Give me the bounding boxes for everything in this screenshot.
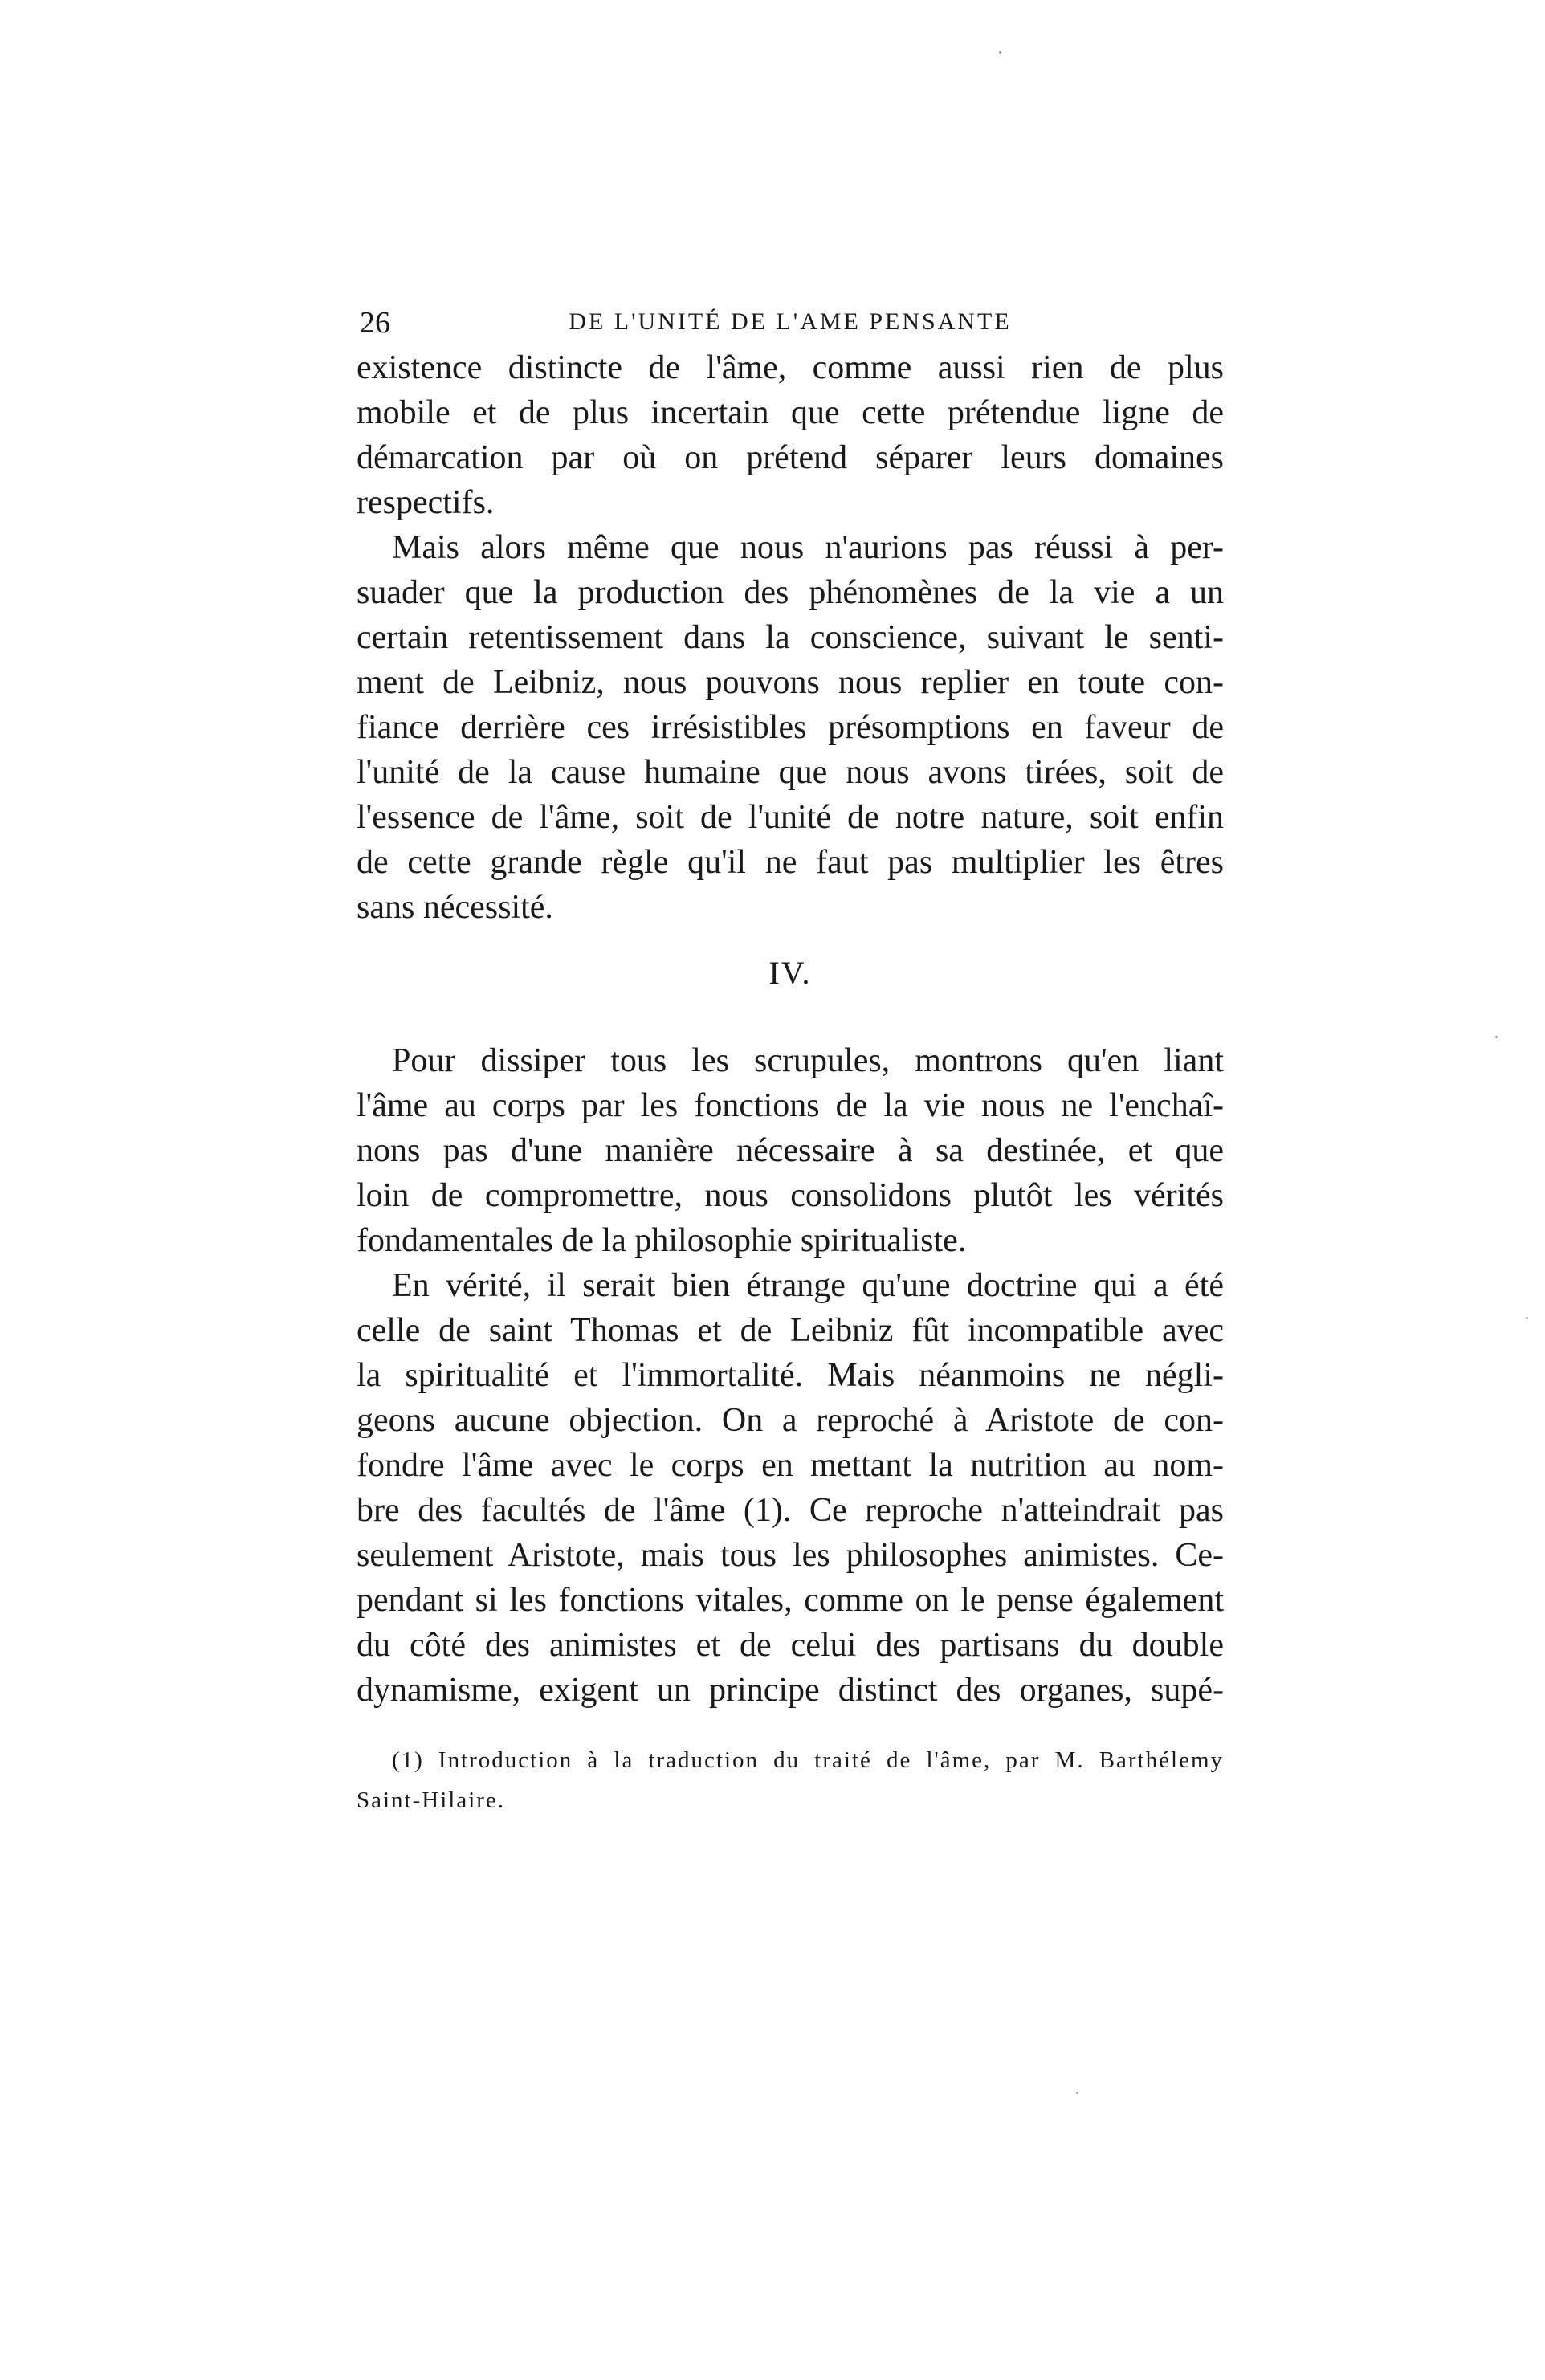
scan-speck (1526, 1317, 1528, 1319)
text-line: la spiritualité et l'immortalité. Mais néanmoins ne négli- (357, 1357, 1224, 1394)
text-line: sans nécessité. (357, 889, 553, 926)
text-line: suader que la production des phénomènes de la vie a un (357, 574, 1224, 611)
text-line: l'essence de l'âme, soit de l'unité de notre nature, soit enfin (357, 799, 1224, 836)
text-line: pendant si les fonctions vitales, comme on le pense également (357, 1582, 1224, 1619)
text-line: de cette grande règle qu'il ne faut pas multiplier les êtres (357, 844, 1224, 881)
section-heading: IV. (768, 955, 812, 991)
text-line: fondamentales de la philosophie spiritualiste. (357, 1222, 967, 1259)
text-line: existence distincte de l'âme, comme aussi rien de plus (357, 349, 1224, 386)
footnote-line: Saint-Hilaire. (357, 1787, 506, 1813)
text-line: fiance derrière ces irrésistibles présomptions en faveur de (357, 709, 1224, 746)
page-header (357, 305, 1224, 345)
text-line: démarcation par où on prétend séparer leurs domaines (357, 439, 1224, 476)
text-line: dynamisme, exigent un principe distinct des organes, supé- (357, 1672, 1224, 1709)
text-line: l'unité de la cause humaine que nous avons tirées, soit de (357, 754, 1224, 791)
text-line: bre des facultés de l'âme (1). Ce reproche n'atteindrait pas (357, 1492, 1224, 1529)
book-page (357, 305, 1224, 1820)
footnote (357, 1740, 1224, 1820)
running-title: DE L'UNITÉ DE L'AME PENSANTE (569, 308, 1012, 335)
paragraph-3 (357, 1038, 1224, 1263)
text-line: mobile et de plus incertain que cette prétendue ligne de (357, 394, 1224, 431)
text-line: Mais alors même que nous n'aurions pas réussi à per- (392, 529, 1224, 566)
text-line: certain retentissement dans la conscience, suivant le senti- (357, 619, 1224, 656)
text-line: En vérité, il serait bien étrange qu'une doctrine qui a été (392, 1267, 1224, 1304)
text-line: Pour dissiper tous les scrupules, montrons qu'en liant (392, 1042, 1224, 1079)
page-number: 26 (360, 306, 390, 340)
text-line: fondre l'âme avec le corps en mettant la nutrition au nom- (357, 1447, 1224, 1484)
paragraph-2 (357, 525, 1224, 930)
scan-speck (999, 51, 1001, 54)
text-line: geons aucune objection. On a reproché à Aristote de con- (357, 1402, 1224, 1439)
text-line: celle de saint Thomas et de Leibniz fût incompatible avec (357, 1312, 1224, 1349)
scan-speck (1495, 1036, 1498, 1038)
text-line: nons pas d'une manière nécessaire à sa destinée, et que (357, 1132, 1224, 1169)
paragraph-4 (357, 1263, 1224, 1713)
text-line: ment de Leibniz, nous pouvons nous replier en toute con- (357, 664, 1224, 701)
scan-speck (1076, 2092, 1078, 2094)
footnote-line: (1) Introduction à la traduction du traité de l'âme, par M. Barthélemy (392, 1747, 1224, 1773)
text-line: respectifs. (357, 484, 495, 521)
text-line: seulement Aristote, mais tous les philosophes animistes. Ce- (357, 1537, 1224, 1574)
text-line: du côté des animistes et de celui des partisans du double (357, 1627, 1224, 1664)
text-line: l'âme au corps par les fonctions de la vie nous ne l'enchaî- (357, 1087, 1224, 1124)
paragraph-1 (357, 345, 1224, 525)
text-line: loin de compromettre, nous consolidons plutôt les vérités (357, 1177, 1224, 1214)
